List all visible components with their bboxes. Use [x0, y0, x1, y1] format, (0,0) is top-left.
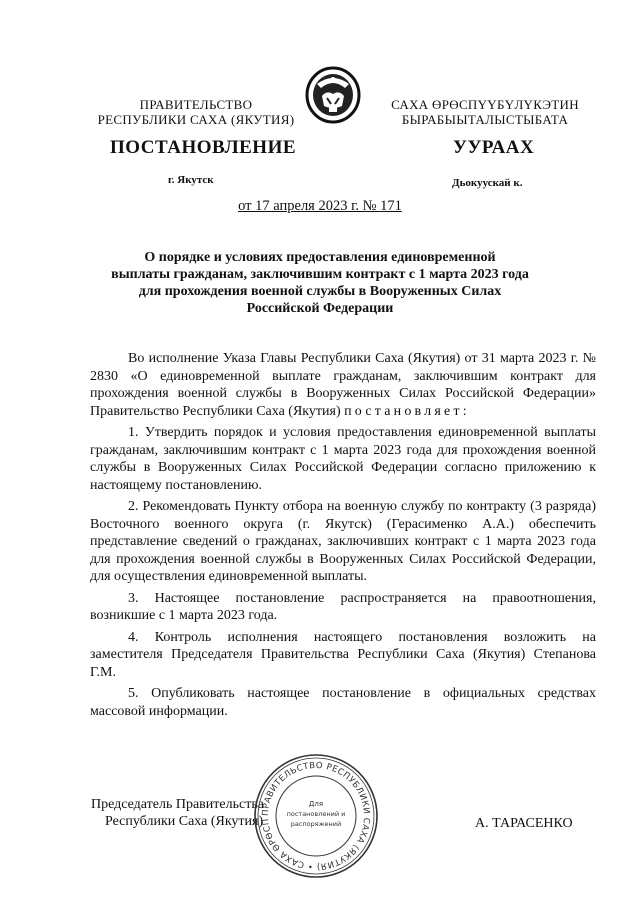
- signatory-title: [91, 796, 264, 830]
- city-ru: г. Якутск: [168, 174, 214, 186]
- coat-of-arms-emblem: [305, 66, 361, 124]
- doc-number: 171: [380, 198, 402, 214]
- doc-type-ru: ПОСТАНОВЛЕНИЕ: [110, 137, 297, 158]
- title-line: для прохождения военной службы в Вооруженных Силах: [138, 284, 502, 299]
- paragraph-2: 2. Рекомендовать Пункту отбора на военную службу по контракту (3 разряда) Восточного военного округа (г. Якутск) (Герасименко А.А.) обеспечить представление сведений о гражданах, заключивших контракт с 1 марта 2023 года для прохождения военной службы в Вооруженных Силах Российской Федерации, для осуществления единовременной выплаты.: [90, 499, 596, 584]
- paragraph-4: 4. Контроль исполнения настоящего постановления возложить на заместителя Председателя Правительства Республики Саха (Якутия) Степанова Г.М.: [90, 629, 596, 680]
- stamp-center-line: распоряжений: [290, 820, 342, 828]
- doc-type-sah: УУРААХ: [453, 137, 535, 158]
- official-seal-stamp: [252, 752, 380, 880]
- intro-paragraph: [90, 350, 596, 420]
- date-prefix: от 17 апреля 2023 г. №: [238, 198, 381, 214]
- signatory-title-line: Республики Саха (Якутия): [105, 814, 264, 829]
- title-line: Российской Федерации: [246, 301, 394, 316]
- republic-name-sah: БЫРАБЫЫТАЛЫСТЫБАТА: [401, 112, 569, 127]
- signatory-name: А. ТАРАСЕНКО: [475, 816, 573, 831]
- document-body: [90, 350, 596, 724]
- header-left: [96, 97, 296, 127]
- stamp-center-line: постановлений и: [286, 810, 346, 818]
- gov-title-sah: САХА ӨРӨСПҮҮБҮЛҮКЭТИН: [391, 97, 579, 112]
- paragraph-3: 3. Настоящее постановление распространяется на правоотношения, возникшие с 1 марта 2023 года.: [90, 590, 596, 623]
- stamp-ring-text: ПРАВИТЕЛЬСТВО РЕСПУБЛИКИ САХА (ЯКУТИЯ) • САХА ӨРӨСП: [260, 760, 372, 872]
- title-line: О порядке и условиях предоставления единовременной: [144, 250, 496, 265]
- city-sah: Дьокуускай к.: [452, 177, 523, 189]
- signatory-title-line: Председатель Правительства: [91, 797, 264, 812]
- paragraph-5: 5. Опубликовать настоящее постановление в официальных средствах массовой информации.: [90, 686, 596, 719]
- stamp-center-line: Для: [308, 800, 324, 808]
- paragraph-1: 1. Утвердить порядок и условия предоставления единовременной выплаты гражданам, заключившим контракт с 1 марта 2023 года для прохождения военной службы в Вооруженных Силах Российской Федерации согласно приложению к настоящему постановлению.: [90, 425, 596, 493]
- resolves-word: постановляет:: [344, 403, 470, 419]
- title-line: выплаты гражданам, заключившим контракт с 1 марта 2023 года: [111, 267, 529, 282]
- gov-title-ru: ПРАВИТЕЛЬСТВО: [139, 97, 253, 112]
- republic-name-ru: РЕСПУБЛИКИ САХА (ЯКУТИЯ): [97, 112, 295, 127]
- intro-text: Во исполнение Указа Главы Республики Саха (Якутия) от 31 марта 2023 г. № 2830 «О единовременной выплате гражданам, заключившим контракт для прохождения военной службы в Вооруженных Силах Российской Федерации» Правительство Республики Саха (Якутия): [90, 351, 596, 419]
- document-title: [100, 249, 540, 317]
- header-right: [380, 97, 590, 127]
- date-number-line: [0, 198, 640, 215]
